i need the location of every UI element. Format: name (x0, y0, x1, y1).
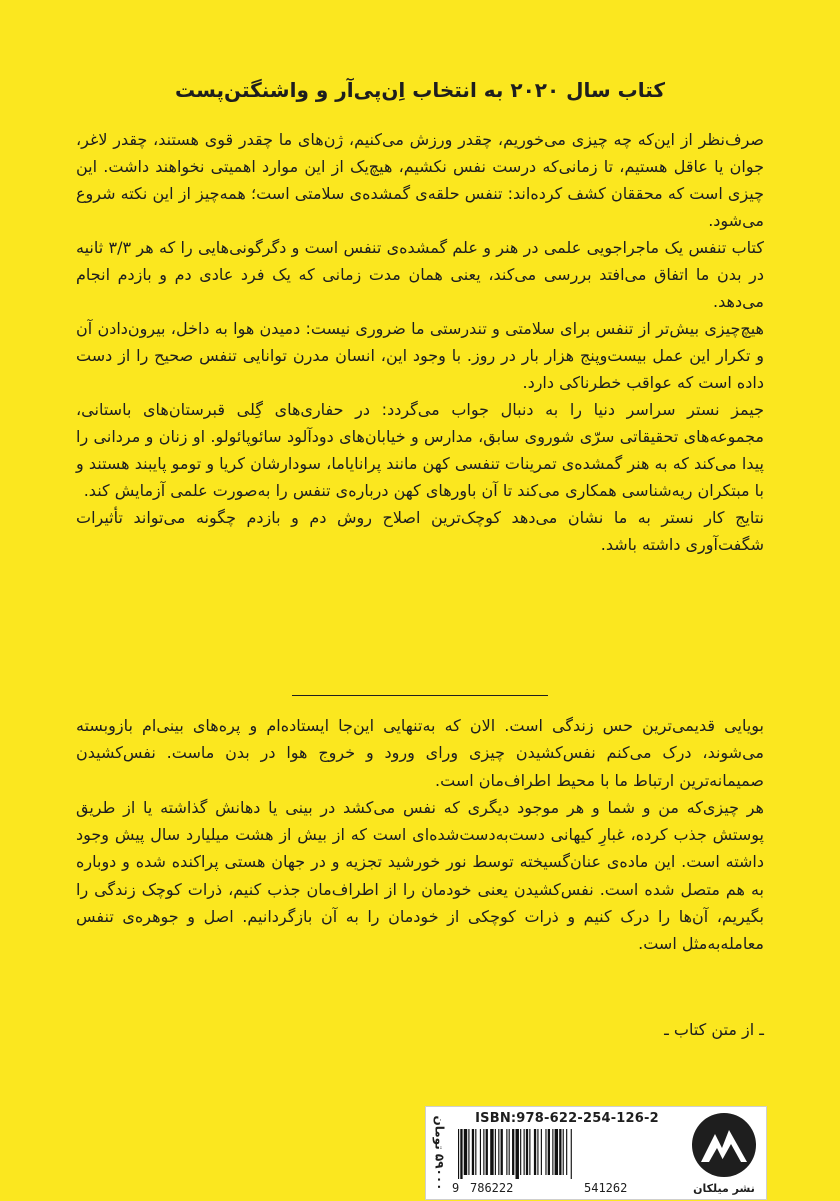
ean-right-digits: 541262 (584, 1181, 628, 1195)
isbn-number: ISBN:978-622-254-126-2 (475, 1111, 659, 1126)
barcode-bar (475, 1129, 476, 1175)
barcode-bar (529, 1129, 530, 1175)
barcode-bar (509, 1129, 510, 1175)
barcode-bar (495, 1129, 496, 1175)
barcode-bar (534, 1129, 536, 1175)
barcode-bar (526, 1129, 528, 1175)
excerpt-paragraph: بویایی قدیمی‌ترین حس زندگی است. الان که به‌تنهایی این‌جا ایستاده‌ام و پره‌های بینی‌ام بازوبسته می‌شوند، درک می‌کنم نفس‌کشیدن چیزی ورای ورود و خروج هوا در بدن ماست. نفس‌کشیدن صمیمانه‌ترین ارتباط ما با محیط اطراف‌مان است. (76, 716, 764, 790)
award-headline: کتاب سال ۲۰۲۰ به انتخاب اِن‌پی‌آر و واشنگتن‌پست (174, 78, 666, 102)
barcode-bar (537, 1129, 538, 1175)
ean-lead-digit: 9 (452, 1181, 460, 1195)
barcode-bars (456, 1129, 678, 1179)
blurb-paragraph: کتاب تنفس یک ماجراجویی علمی در هنر و علم گمشده‌ی تنفس است و دگرگونی‌هایی را که هر ۳/۳ ثانیه در بدن ما اتفاق می‌افتد بررسی می‌کند، یعنی همان مدت زمانی که یک فرد عادی دم و بازدم انجام می‌دهد. (76, 238, 764, 311)
barcode-bar (541, 1129, 542, 1175)
excerpt-paragraph: هر چیزی‌که من و شما و هر موجود دیگری که نفس می‌کشد در بینی یا دهانش گذاشته یا از طریق پوستش جذب کرده، غبارِ کیهانی دست‌به‌دست‌شده‌ای است که از بیش از هشت میلیارد سال پیش وجود داشته است. این ماده‌ی عنان‌گسیخته توسط نور خورشید تجزیه و در جهان هستی پراکنده شده و دوباره به هم متصل شده است. نفس‌کشیدن یعنی خودمان را از اطراف‌مان جذب کنیم، ذرات کوچک زندگی را بگیریم، آن‌ها را درک کنیم و ذرات کوچکی از خودمان را به آن بازگردانیم. اصل و جوهره‌ی تنفس معامله‌به‌مثل است. (76, 797, 764, 954)
barcode-bar (480, 1129, 481, 1175)
barcode-bar (460, 1129, 462, 1179)
barcode-bar (520, 1129, 521, 1175)
barcode-bar (501, 1129, 503, 1175)
excerpt-section (76, 712, 764, 958)
barcode-bar (498, 1129, 499, 1175)
barcode-bar (571, 1129, 572, 1179)
blurb-paragraph: هیچ‌چیزی بیش‌تر از تنفس برای سلامتی و تندرستی ما ضروری نیست: دمیدن هوا به داخل، بیرون‌دادن آن و تکرار این عمل بیست‌وپنج هزار بار در روز. با وجود این، انسان مدرن توانایی تنفس صحیح را از دست داده است که عواقب خطرناکی دارد. (76, 319, 764, 392)
price-label (428, 1109, 450, 1197)
barcode-bar (559, 1129, 561, 1175)
barcode-bar (516, 1129, 519, 1179)
blurb-paragraph: نتایج کار نستر به ما نشان می‌دهد کوچک‌ترین اصلاح روش دم و بازدم چگونه می‌تواند تأثیرات شگفت‌آوری داشته باشد. (76, 508, 764, 554)
section-divider (292, 695, 548, 696)
barcode-bar (512, 1129, 514, 1175)
publisher-name: نشر میلکان (693, 1182, 755, 1195)
barcode-bar (555, 1129, 558, 1175)
barcode-bar (548, 1129, 550, 1175)
blurb-paragraph: جیمز نستر سراسر دنیا را به دنبال جواب می‌گردد: در حفاری‌های گِلی قبرستان‌های باستانی، مجموعه‌های تحقیقاتی سرّی شوروی سابق، مدارس و خیابان‌های دودآلود سائوپائولو. او زنان و مردانی را پیدا می‌کند که به هنر گمشده‌ی تمرینات تنفسی کهن مانند پرانایاما، سودارشان کریا و تومو پایبند هستند و با مبتکران ریه‌شناسی همکاری می‌کند تا آن باورهای کهن درباره‌ی تنفس را به‌صورت علمی آزمایش کند. (76, 400, 764, 500)
barcode-bar (566, 1129, 567, 1175)
barcode-bar (472, 1129, 474, 1175)
mountain-peaks-icon (691, 1112, 757, 1178)
barcode-bar (552, 1129, 553, 1175)
barcode-bar (483, 1129, 484, 1175)
barcode-panel (425, 1106, 767, 1200)
excerpt-source: ـ از متن کتاب ـ (664, 1020, 764, 1039)
barcode-bar (458, 1129, 459, 1179)
blurb-paragraph: صرف‌نظر از این‌که چه چیزی می‌خوریم، چقدر ورزش می‌کنیم، ژن‌های ما چقدر قوی هستند، چقدر لاغر، جوان یا عاقل هستیم، تا زمانی‌که درست نفس نکشیم، هیچ‌یک از این موارد اهمیتی نخواهند داشت. این چیزی است که محققان کشف کرده‌اند: تنفس حلقه‌ی گمشده‌ی سلامتی است؛ همه‌چیز از این نکته شروع می‌شود. (76, 130, 764, 230)
barcode-bar (468, 1129, 469, 1175)
barcode-bar (464, 1129, 467, 1175)
publisher-logo (684, 1109, 764, 1197)
barcode-bar (506, 1129, 507, 1175)
barcode-bar (545, 1129, 546, 1175)
ean-left-digits: 786222 (470, 1181, 514, 1195)
price-text: ۵۹۰۰۰ تومان (432, 1115, 447, 1191)
barcode-bar (563, 1129, 564, 1175)
barcode-bar (524, 1129, 525, 1175)
barcode-bar (486, 1129, 488, 1175)
barcode-bar (490, 1129, 493, 1175)
blurb-section (76, 126, 764, 558)
